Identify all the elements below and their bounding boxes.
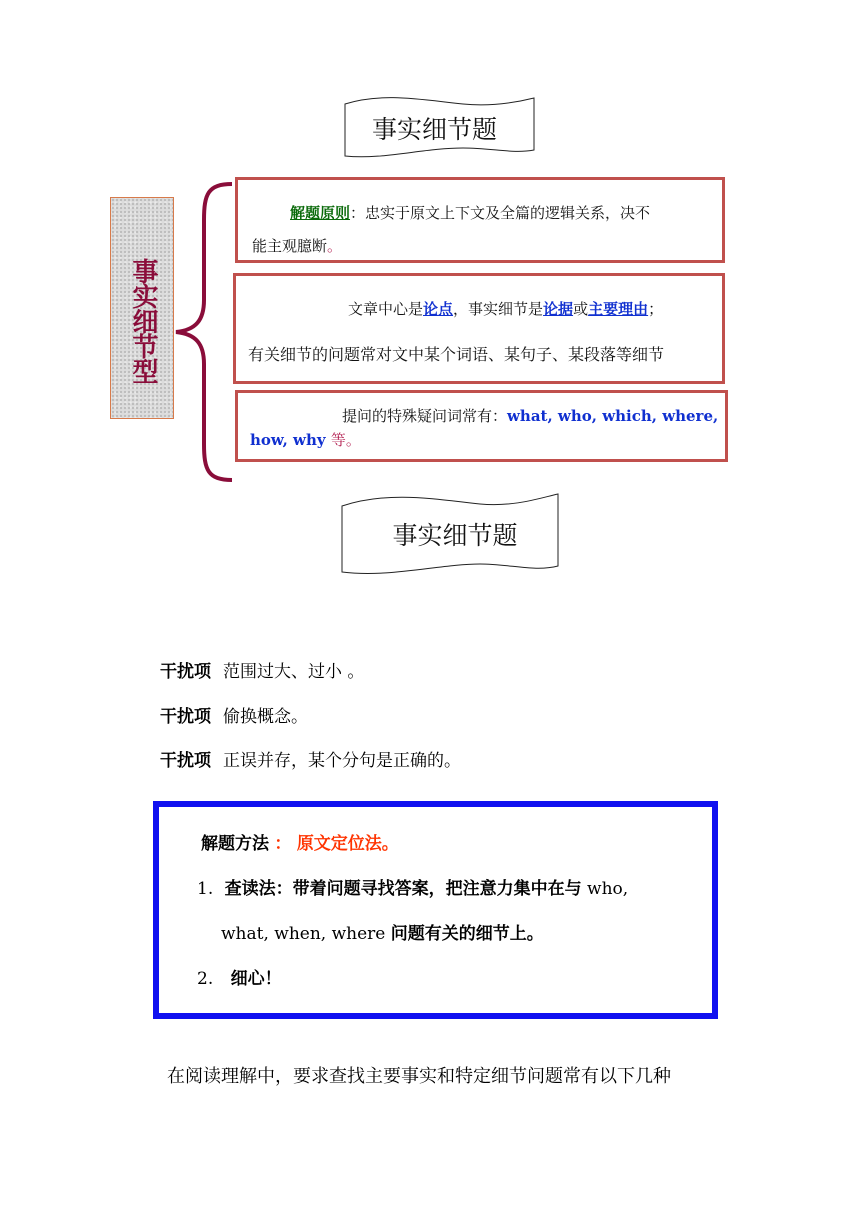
distractor-2: 干扰项 偷换概念。 [160, 707, 308, 727]
method-box [153, 801, 718, 1019]
side-label-text: 事实细节型 [128, 258, 158, 383]
banner-title: 事实细节题 [371, 115, 497, 144]
curly-brace-icon [170, 180, 236, 484]
principle-line-2: 能主观臆断。 [252, 237, 343, 255]
principle-label: 解题原则 [290, 204, 351, 222]
distractor-3: 干扰项 正误并存，某个分句是正确的。 [160, 751, 461, 771]
principle-box [235, 177, 725, 263]
side-label-box [110, 197, 174, 419]
distractor-1: 干扰项 范围过大、过小 。 [160, 662, 365, 682]
center-line-2: 有关细节的问题常对文中某个词语、某句子、某段落等细节 [248, 345, 665, 364]
method-item-2: 2. 细心！ [197, 969, 282, 989]
middle-banner [340, 492, 560, 576]
top-banner [343, 96, 536, 158]
banner-title: 事实细节题 [392, 521, 518, 550]
question-words-box [235, 390, 728, 462]
center-line-1: 文章中心是论点，事实细节是论据或主要理由； [348, 300, 664, 318]
principle-line-1: 解题原则：忠实于原文上下文及全篇的逻辑关系，决不 [290, 204, 651, 222]
method-title-row: 解题方法 ： 原文定位法。 [201, 834, 399, 854]
center-box [233, 273, 725, 384]
question-words-line-2: how, why 等。 [250, 431, 361, 449]
body-paragraph: 在阅读理解中，要求查找主要事实和特定细节问题常有以下几种 [167, 1066, 671, 1087]
question-words-line-1: 提问的特殊疑问词常有：what, who, which, where, [342, 407, 719, 425]
method-item-1: 1. 查读法：带着问题寻找答案，把注意力集中在与 who, [197, 879, 629, 899]
method-item-1-cont: what, when, where 问题有关的细节上。 [221, 924, 544, 944]
